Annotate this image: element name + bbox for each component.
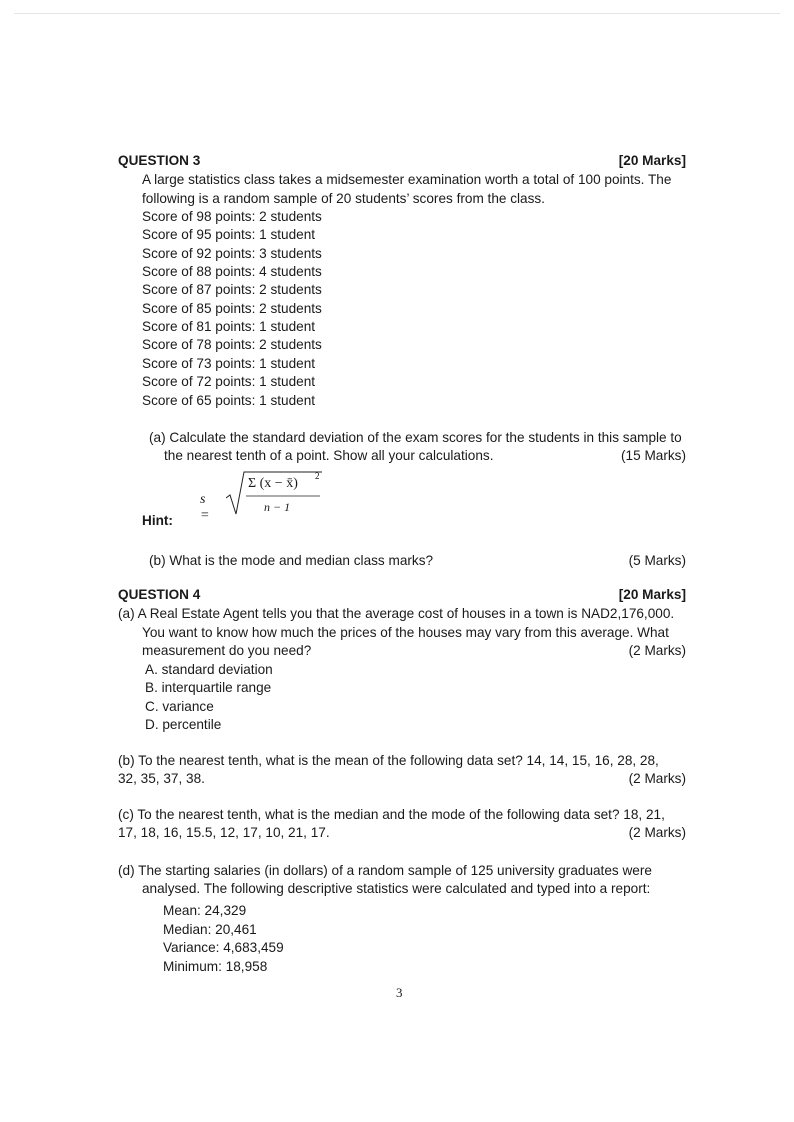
q3a-text: the nearest tenth of a point. Show all your calculations. <box>164 448 494 463</box>
score-line: Score of 87 points: 2 students <box>142 282 322 298</box>
stat-line: Median: 20,461 <box>163 921 257 937</box>
q4c-text: (c) To the nearest tenth, what is the median and the mode of the following data set? 18, 21, <box>118 807 665 822</box>
page-number: 3 <box>396 985 403 1000</box>
formula-lhs: s = <box>200 492 210 523</box>
q4a-text: You want to know how much the prices of the houses may vary from this average. What <box>142 624 669 640</box>
q4a-text: (a) A Real Estate Agent tells you that the average cost of houses in a town is NAD2,176,000. <box>118 606 675 621</box>
formula-exponent: 2 <box>315 471 320 481</box>
q4a-marks: (2 Marks) <box>628 643 686 658</box>
q3-intro: following is a random sample of 20 students’ scores from the class. <box>142 190 545 206</box>
stat-line: Variance: 4,683,459 <box>163 940 284 956</box>
hint-label: Hint: <box>142 513 173 528</box>
q4-marks: [20 Marks] <box>618 587 686 602</box>
q3b-marks: (5 Marks) <box>628 553 686 568</box>
q3-marks: [20 Marks] <box>618 153 686 168</box>
score-line: Score of 81 points: 1 student <box>142 319 316 335</box>
q4a-text: measurement do you need? <box>142 643 312 658</box>
score-line: Score of 72 points: 1 student <box>142 374 316 390</box>
q4b-marks: (2 Marks) <box>628 771 686 786</box>
score-line: Score of 78 points: 2 students <box>142 337 322 353</box>
formula-numerator: Σ (x − x̄) <box>248 476 298 491</box>
stat-line: Minimum: 18,958 <box>163 958 268 974</box>
q4b-text: 32, 35, 37, 38. <box>118 771 205 786</box>
score-line: Score of 85 points: 2 students <box>142 300 322 316</box>
q4-heading: QUESTION 4 <box>118 587 201 602</box>
q4b-text: (b) To the nearest tenth, what is the mean of the following data set? 14, 14, 15, 16, 28, 28, <box>118 753 659 768</box>
q4d-text: (d) The starting salaries (in dollars) of a random sample of 125 university graduates were <box>118 863 652 878</box>
q4d-text: analysed. The following descriptive statistics were calculated and typed into a report: <box>142 881 651 896</box>
formula-denominator: n − 1 <box>264 500 291 514</box>
q3-intro: A large statistics class takes a midsemester examination worth a total of 100 points. The <box>142 172 672 187</box>
answer-option: A. standard deviation <box>145 662 273 677</box>
score-line: Score of 92 points: 3 students <box>142 245 322 261</box>
q3a-text: (a) Calculate the standard deviation of the exam scores for the students in this sample to <box>149 430 682 445</box>
score-line: Score of 65 points: 1 student <box>142 392 316 408</box>
q4c-text: 17, 18, 16, 15.5, 12, 17, 10, 21, 17. <box>118 825 330 840</box>
stat-line: Mean: 24,329 <box>163 903 247 918</box>
answer-option: B. interquartile range <box>145 680 272 696</box>
q3b-text: (b) What is the mode and median class marks? <box>149 553 434 568</box>
score-line: Score of 98 points: 2 students <box>142 209 322 224</box>
score-line: Score of 73 points: 1 student <box>142 355 316 371</box>
q3a-marks: (15 Marks) <box>621 448 686 463</box>
q4c-marks: (2 Marks) <box>628 825 686 840</box>
scan-edge-line <box>14 13 780 14</box>
answer-option: C. variance <box>145 698 214 714</box>
q3-heading: QUESTION 3 <box>118 153 201 168</box>
score-line: Score of 95 points: 1 student <box>142 227 316 243</box>
answer-option: D. percentile <box>145 717 222 733</box>
score-line: Score of 88 points: 4 students <box>142 264 322 280</box>
